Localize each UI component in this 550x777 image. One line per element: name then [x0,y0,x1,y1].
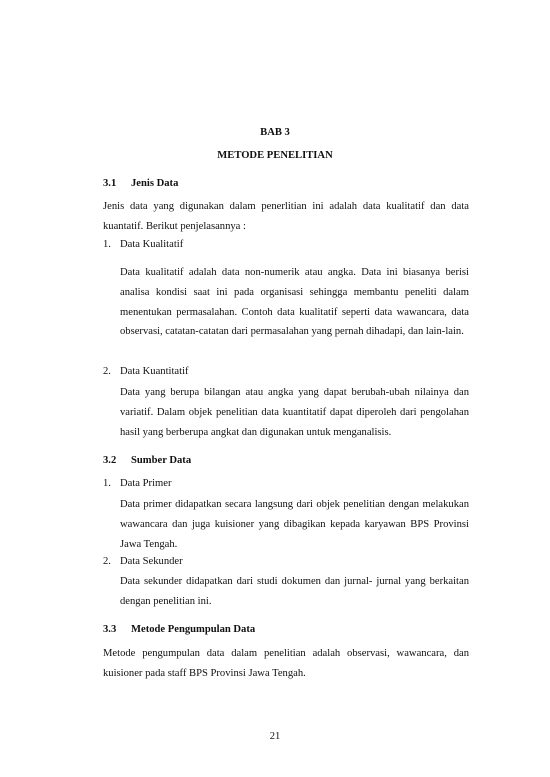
list-item-number: 2. [103,556,111,567]
list-item-paragraph: Data kualitatif adalah data non-numerik atau angka. Data ini biasanya berisi analisa kondisi saat ini pada organisasi sehingga membantu peneliti dalam menentukan permasalahan. Contoh data kualitatif seperti data wawancara, data observasi, catatan-catatan dari permasalahan yang pernah dihadapi, dan lain-lain. [120,267,469,338]
list-item-data-kuantitatif [103,366,189,377]
section-intro-paragraph: Metode pengumpulan data dalam penelitian adalah observasi, wawancara, dan kuisioner pada staff BPS Provinsi Jawa Tengah. [103,648,469,679]
section-heading-metode-pengumpulan-data [103,624,255,635]
list-item-number: 2. [103,366,111,377]
list-item-title: Data Sekunder [120,556,183,567]
list-item-title: Data Kuantitatif [120,366,189,377]
list-item-paragraph: Data sekunder didapatkan dari studi dokumen dan jurnal- jurnal yang berkaitan dengan penelitian ini. [120,576,469,607]
section-number: 3.1 [103,178,117,189]
list-item-paragraph: Data primer didapatkan secara langsung dari objek penelitian dengan melakukan wawancara dan juga kuisioner yang dibagikan kepada karyawan BPS Provinsi Jawa Tengah. [120,499,469,550]
page-number: 21 [269,731,281,742]
section-intro-paragraph: Jenis data yang digunakan dalam penerlitian ini adalah data kualitatif dan data kuantatif. Berikut penjelasannya : [103,201,469,232]
chapter-title: METODE PENELITIAN [217,150,333,161]
section-heading-jenis-data [103,178,178,189]
list-item-number: 1. [103,478,111,489]
list-item-data-sekunder [103,556,183,567]
list-item-data-kualitatif [103,239,183,250]
list-item-data-primer [103,478,171,489]
list-item-paragraph: Data yang berupa bilangan atau angka yang dapat berubah-ubah nilainya dan variatif. Dalam objek penelitian data kuantitatif dapat diperoleh dari pengolahan hasil yang berberupa angkat dan digunakan untuk menganalisis. [120,387,469,438]
section-heading-sumber-data [103,455,191,466]
section-title: Sumber Data [131,455,192,466]
chapter-number: BAB 3 [260,127,290,138]
section-number: 3.3 [103,624,117,635]
section-title: Metode Pengumpulan Data [131,624,256,635]
section-title: Jenis Data [131,178,179,189]
list-item-number: 1. [103,239,111,250]
list-item-title: Data Kualitatif [120,239,184,250]
list-item-title: Data Primer [120,478,172,489]
section-number: 3.2 [103,455,117,466]
